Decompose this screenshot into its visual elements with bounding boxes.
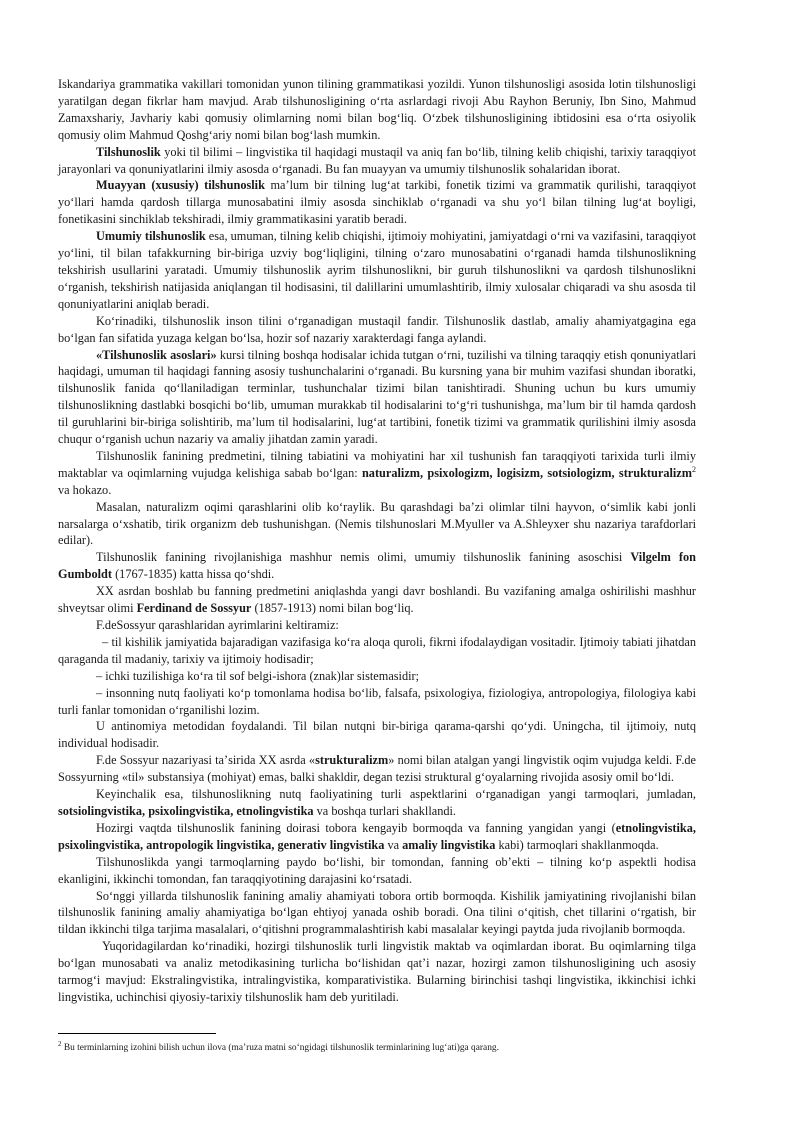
- name-sossyur: Ferdinand de Sossyur: [136, 601, 252, 616]
- paragraph-17-end: va boshqa turlari shakllandi.: [313, 803, 456, 818]
- paragraph-3: [58, 177, 696, 228]
- paragraph-16: [58, 752, 696, 786]
- paragraph-11: F.deSossyur qarashlaridan ayrimlarini keltiramiz:: [96, 618, 339, 632]
- paragraph-20: Soʻnggi yillarda tilshunoslik fanining amaliy ahamiyati tobora ortib bormoqda. Kishilik jamiyatining rivojlanishi bilan tilshunoslik fanining amaliy ahamiyatiga boʻlgan ehtiyoj yanada oshib boradi. Ona tilini oʻqitish, chet tillarini oʻrgatish, bir tildan ikkinchi tilga tarjima masalalari, oʻqitishni programmalashtirish kabi masalalar keyingi paytda juda rivojlanib bormoqda.: [58, 888, 696, 937]
- paragraph-4: [58, 228, 696, 313]
- paragraph-10-end: (1857-1913) nomi bilan bogʻliq.: [251, 601, 414, 616]
- paragraph-10: [58, 583, 696, 617]
- paragraph-7: [58, 448, 696, 499]
- paragraph-17-text: Keyinchalik esa, tilshunoslikning nutq faoliyatining turli aspektlarini oʻrganadigan yangi tarmoqlari, jumladan,: [96, 787, 696, 802]
- paragraph-2-text: yoki til bilimi – lingvistika til haqidagi mustaqil va aniq fan boʻlib, tilning kelib chiqishi, tarixiy taraqqiyot jarayonlari va qonuniyatlarini ilmiy asosda oʻrganadi. Bu fan muayyan va umumiy tilshunoslik sohalaridan iborat.: [58, 144, 696, 176]
- paragraph-21: Yuqoridagilardan koʻrinadiki, hozirgi tilshunoslik turli lingvistik maktab va oqimlardan iborat. Bu oqimlarning tilga boʻlgan munosabati va analiz metodikasining turlicha boʻlishidan qatʼi nazar, hozirgi zamon tilshunosligining uch asosiy tarmogʻi mavjud: Ekstralingvistika, intralingvistika, komparativistika. Bularning birinchisi tashqi lingvistika, ikkinchisi ichki lingvistika, uchinchisi qiyosiy-tarixiy tilshunoslik ham deb yuritiladi.: [58, 939, 696, 1004]
- term-amaliy-lingvistika: amaliy lingvistika: [402, 837, 496, 852]
- paragraph-1: Iskandariya grammatika vakillari tomonidan yunon tilining grammatikasi yozildi. Yunon tilshunosligi asosida lotin tilshunosligi yaratilgan degan fikrlar ham mavjud. Arab tilshunosligining oʻrta asrlardagi rivoji Abu Rayhon Beruniy, Ibn Sino, Mahmud Zamaxshariy, Javhariy kabi qomusiy olimlarning nomi bilan bogʻliq. Oʻzbek tilshunosligining ibtidosini esa oʻrta osiyolik qomusiy olim Mahmud Qoshgʻariy nomi bilan bogʻlash mumkin.: [58, 77, 696, 142]
- paragraph-13: – ichki tuzilishiga koʻra til sof belgi-ishora (znak)lar sistemasidir;: [96, 668, 420, 683]
- footnote-text: Bu terminlarning izohini bilish uchun ilova (maʼruza matni soʻngidagi tilshunoslik terminlarining lugʻati)ga qarang.: [61, 1043, 499, 1053]
- paragraph-19: Tilshunoslikda yangi tarmoqlarning paydo boʻlishi, bir tomondan, fanning obʼekti – tilning koʻp aspektli hodisa ekanligini, ikkinchi tomondan, fan taraqqiyotining darajasini koʻrsatadi.: [58, 854, 696, 886]
- footnote: [58, 1039, 748, 1054]
- footnote-marker: 2: [58, 1039, 62, 1048]
- paragraph-6-text: kursi tilning boshqa hodisalar ichida tutgan oʻrni, tuzilishi va tilning taraqqiy etish qonuniyatlari haqidagi, umuman til haqidagi fanning asosiy tushunchalarini oʻrganadi. Bu kursning yana bir muhim vazifasi shundan iboratki, tilshunoslik fanida qoʻllaniladigan terminlar, tushunchalar tizimi bilan tanishtiradi. Shuning uchun bu kurs umumiy tilshunoslikning dastlabki bosqichi boʻlib, umuman murakkab til hodisalarini toʻgʻri tushunishga, maʼlum bir til hamda qardosh til guruhlarini bir-biriga solishtirib, maʼlum til hodisalarini, lugʻat tartibini, fonetik tizimi va grammatik qurilishini ilmiy asosda chuqur oʻrganish uchun nazariy va amaliy jihatdan zamin yaradi.: [58, 347, 696, 447]
- paragraph-4-text: esa, umuman, tilning kelib chiqishi, ijtimoiy mohiyatini, jamiyatdagi oʻrni va vazifasini, taraqqiyot yoʻlini, til bilan tafakkurning bir-biriga uzviy bogʻliqligini, tilning oʻzaro munosabatini oʻrganadi hamda tilshunoslikning tekshirish usullarini yaratadi. Umumiy tilshunoslik ayrim tilshunoslikni, bir guruh tilshunoslikni va qardosh tilshunoslikni oʻrganish, tekshirish natijasida aniqlangan til hodisasini, til dalillarini umumlashtirib, ilmiy xulosalar chiqaradi va shu asosda til qonuniyatlarini aniqlab beradi.: [58, 229, 696, 311]
- paragraph-16-end: » nomi bilan atalgan yangi lingvistik oqim vujudga keldi. F.de Sossyurning «til» substansiya (mohiyat) emas, balki shakldir, degan tezisi struktural gʻoyalarning rivojida asosiy omil boʻldi.: [58, 753, 696, 785]
- paragraph-2: [58, 144, 696, 178]
- paragraph-18-text: Hozirgi vaqtda tilshunoslik fanining doirasi tobora kengayib bormoqda va fanning yangidan yangi (: [96, 820, 616, 835]
- term-tilshunoslik-asoslari: «Tilshunoslik asoslari»: [96, 347, 217, 362]
- term-umumiy-tilshunoslik: Umumiy tilshunoslik: [96, 229, 206, 244]
- paragraph-12: – til kishilik jamiyatida bajaradigan vazifasiga koʻra aloqa quroli, fikrni ifodalaydigan vositadir. Ijtimoiy tabiati jihatdan qaraganda til madaniy, tarixiy va ijtimoiy hodisadir;: [58, 634, 696, 666]
- term-tilshunoslik: Tilshunoslik: [96, 144, 161, 159]
- paragraph-9-end: (1767-1835) katta hissa qoʻshdi.: [112, 567, 275, 582]
- paragraph-9-text: Tilshunoslik fanining rivojlanishiga mashhur nemis olimi, umumiy tilshunoslik fanining asoschisi: [96, 550, 631, 565]
- paragraph-5: Koʻrinadiki, tilshunoslik inson tilini oʻrganadigan mustaqil fandir. Tilshunoslik dastlab, amaliy ahamiyatgagina ega boʻlgan fan sifatida yuzaga kelgan boʻlsa, hozir sof nazariy xarakterdagi fanga aylandi.: [58, 313, 696, 345]
- paragraph-7-text: Tilshunoslik fanining predmetini, tilning tabiatini va mohiyatini har xil tushunish fan taraqqiyoti tarixida turli ilmiy maktablar va oqimlarning vujudga kelishiga sabab boʻlgan:: [58, 448, 696, 480]
- name-gumboldt: Vilgelm fon Gumboldt: [58, 550, 696, 582]
- term-muayyan-tilshunoslik: Muayyan (xususiy) tilshunoslik: [96, 178, 265, 193]
- paragraph-10-text: XX asrdan boshlab bu fanning predmetini aniqlashda yangi davr boshlandi. Bu vazifaning amalga oshirilishi mashhur shveytsar olimi: [58, 584, 696, 616]
- paragraph-8: Masalan, naturalizm oqimi qarashlarini olib koʻraylik. Bu qarashdagi baʼzi olimlar tilni hayvon, oʻsimlik kabi jonli narsalarga oʻxshatib, tirik organizm deb tushunishgan. (Nemis tilshunoslari M.Myuller va A.Shleyxer shu nazariya tarafdorlari edilar).: [58, 499, 696, 548]
- paragraph-7-end: va hokazo.: [58, 482, 112, 497]
- paragraph-16-text: F.de Sossyur nazariyasi taʼsirida XX asrda «: [96, 753, 316, 768]
- term-schools-list: naturalizm, psixologizm, logisizm, sotsiologizm, strukturalizm: [361, 465, 692, 480]
- paragraph-18: [58, 820, 696, 854]
- footnote-separator: [58, 1033, 216, 1034]
- paragraph-17: [58, 786, 696, 820]
- paragraph-3-text: maʼlum bir tilning lugʻat tarkibi, fonetik tizimi va grammatik qurilishi, taraqqiyot yoʻllari hamda qardosh tillarga munosabatini ilmiy asosda sinchiklab oʻrganadi va shu yoʻl bilan tilning lugʻat boyligi, fonetikasini sinchiklab tekshiradi, ilmiy grammatikasini yaratib beradi.: [58, 178, 696, 227]
- paragraph-9: [58, 549, 696, 583]
- paragraph-18-mid: va: [384, 837, 403, 852]
- footnote-reference[interactable]: 2: [692, 464, 696, 474]
- document-body: [58, 76, 696, 1006]
- term-new-branches: sotsiolingvistika, psixolingvistika, etnolingvistika: [58, 803, 314, 818]
- term-strukturalizm: strukturalizm: [315, 753, 389, 768]
- term-linguistics-list: etnolingvistika, psixolingvistika, antropologik lingvistika, generativ lingvistika: [58, 820, 696, 852]
- paragraph-18-end: kabi) tarmoqlari shakllanmoqda.: [495, 837, 659, 852]
- paragraph-15: U antinomiya metodidan foydalandi. Til bilan nutqni bir-biriga qarama-qarshi qoʻydi. Uningcha, til ijtimoiy, nutq individual hodisadir.: [58, 719, 696, 751]
- paragraph-6: [58, 347, 696, 448]
- paragraph-14: – insonning nutq faoliyati koʻp tomonlama hodisa boʻlib, falsafa, psixologiya, fiziologiya, antropologiya, filologiya kabi turli fanlar tomonidan oʻrganilishi lozim.: [58, 685, 696, 717]
